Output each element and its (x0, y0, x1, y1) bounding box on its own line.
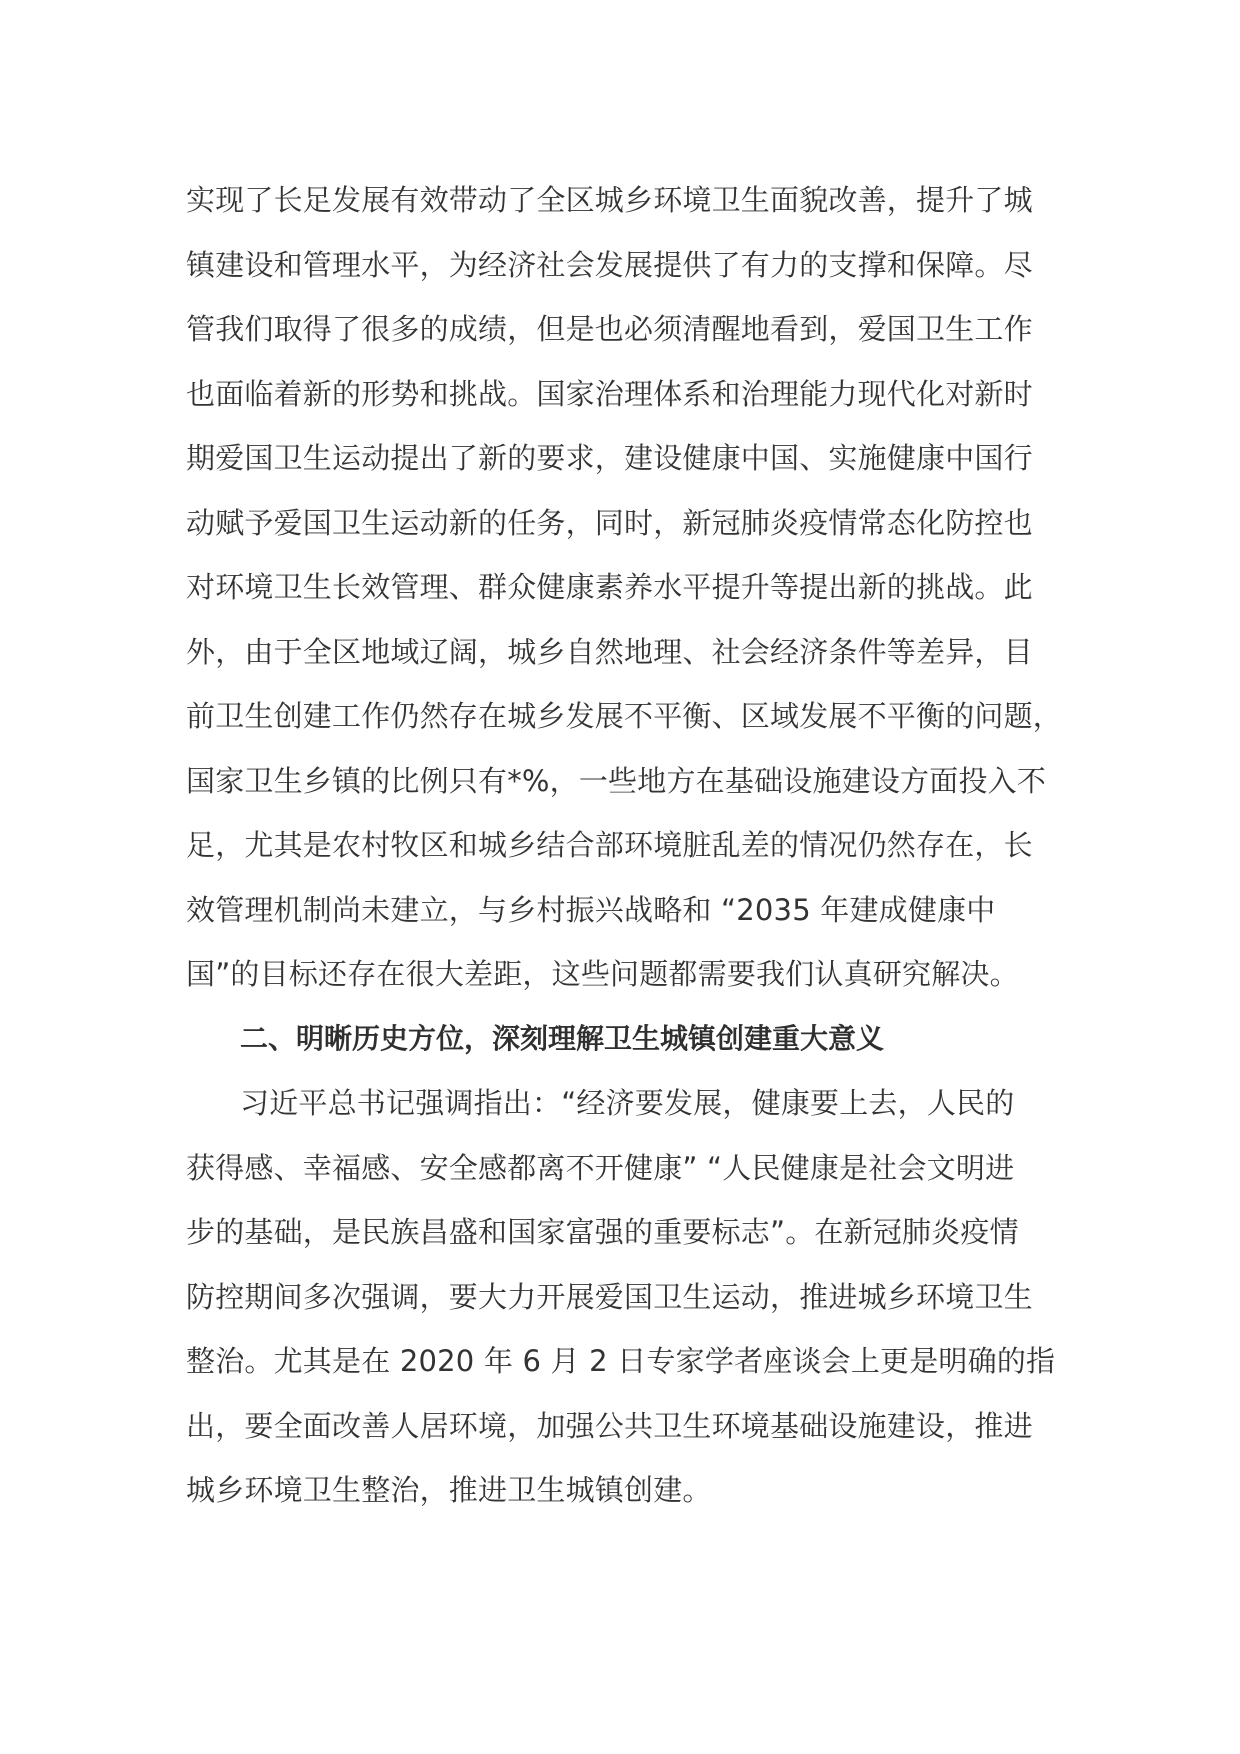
text-line: 前卫生创建工作仍然存在城乡发展不平衡、区域发展不平衡的问题， (186, 699, 1063, 733)
text-line: 获得感、幸福感、安全感都离不开健康” “人民健康是社会文明进 (186, 1150, 1015, 1185)
text-line: 国家卫生乡镇的比例只有*%，一些地方在基础设施建设方面投入不 (186, 763, 1047, 798)
text-line: 国”的目标还存在很大差距，这些问题都需要我们认真研究解决。 (186, 957, 1019, 991)
paragraph-1 (186, 168, 1066, 1007)
text-line: 实现了长足发展有效带动了全区城乡环境卫生面貌改善，提升了城 (186, 183, 1033, 217)
text-line: 也面临着新的形势和挑战。国家治理体系和治理能力现代化对新时 (186, 376, 1033, 411)
text-line: 对环境卫生长效管理、群众健康素养水平提升等提出新的挑战。此 (186, 570, 1033, 604)
text-line: 出，要全面改善人居环境，加强公共卫生环境基础设施建设，推进 (186, 1408, 1033, 1443)
text-line: 动赋予爱国卫生运动新的任务，同时，新冠肺炎疫情常态化防控也 (186, 505, 1033, 540)
text-line: 足，尤其是农村牧区和城乡结合部环境脏乱差的情况仍然存在，长 (186, 828, 1033, 862)
text-line: 习近平总书记强调指出：“经济要发展，健康要上去，人民的 (240, 1086, 1015, 1120)
text-line: 步的基础，是民族昌盛和国家富强的重要标志”。在新冠肺炎疫情 (186, 1215, 1019, 1249)
text-line: 防控期间多次强调，要大力开展爱国卫生运动，推进城乡环境卫生 (186, 1279, 1033, 1314)
text-line: 整治。尤其是在 2020 年 6 月 2 日专家学者座谈会上更是明确的指 (186, 1344, 1056, 1378)
document-body (186, 168, 1066, 1523)
text-line: 期爱国卫生运动提出了新的要求，建设健康中国、实施健康中国行 (186, 441, 1033, 475)
text-line: 城乡环境卫生整治，推进卫生城镇创建。 (186, 1473, 712, 1507)
section-heading: 二、明晰历史方位，深刻理解卫生城镇创建重大意义 (240, 1021, 885, 1055)
text-line: 镇建设和管理水平，为经济社会发展提供了有力的支撑和保障。尽 (186, 247, 1033, 282)
text-line: 管我们取得了很多的成绩，但是也必须清醒地看到，爱国卫生工作 (186, 312, 1033, 346)
paragraph-2 (186, 1071, 1066, 1523)
text-line: 效管理机制尚未建立，与乡村振兴战略和 “2035 年建成健康中 (186, 892, 996, 927)
text-line: 外，由于全区地域辽阔，城乡自然地理、社会经济条件等差异，目 (186, 634, 1033, 669)
